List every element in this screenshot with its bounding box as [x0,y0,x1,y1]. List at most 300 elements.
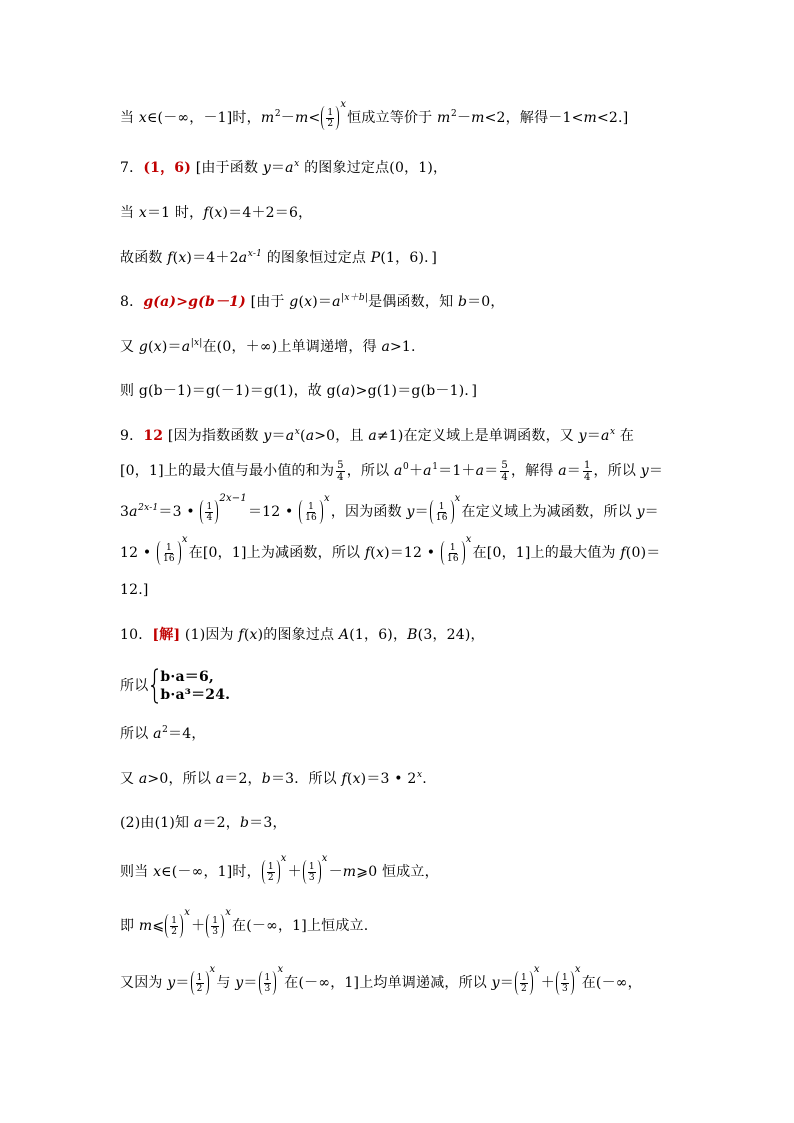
text-run: (1)因为 [180,627,239,643]
power-of-fraction [191,964,216,995]
solution-line-10-step-2 [120,767,427,791]
fraction-base [308,862,316,883]
math-variable: x [138,205,147,221]
left-paren [157,541,161,565]
superscript: 2 [451,109,457,120]
text-run: ≠1)在定义域上是单调函数，又 [376,428,579,444]
fraction-base [326,108,334,129]
fraction-numerator: 1 [206,501,213,512]
text-run: 又 [120,339,139,355]
text-run: ＝12 • [247,504,299,520]
superscript: 2 [274,109,281,120]
right-paren [317,860,321,884]
fraction-numerator: 1 [308,501,315,512]
right-paren [450,500,454,524]
exponent: x [321,853,328,864]
math-variable: B [407,627,418,643]
equation-system [150,668,230,704]
fraction-base [170,916,178,937]
fraction-base [561,973,569,994]
text-run: ＝3 • [158,504,200,520]
exponent: x [340,99,347,110]
solution-line-10-part-2 [120,811,287,835]
fraction-denominator: 4 [583,471,591,483]
math-variable: a [423,463,432,479]
left-paren [262,860,266,884]
text-run: (3，24)， [417,627,485,643]
fraction [583,460,592,483]
math-variable: g [138,339,149,355]
text-run: ＝ [586,428,601,444]
left-paren [321,106,325,130]
exponent: x [277,964,284,975]
text-run: ＋ [191,918,206,934]
text-run: ＝ [499,975,514,991]
text-run: ( [298,294,305,310]
text-run: >0，所以 [147,771,216,787]
text-run: <2.] [597,110,629,126]
math-variable: x [214,205,223,221]
text-run: － [456,110,472,126]
text-run: (0)＝ [625,545,661,561]
system-equation: b·a³＝24. [160,687,231,703]
fraction [500,460,509,483]
fraction-numerator: 5 [501,459,508,471]
text-run: ＝1 时， [146,205,204,221]
text-run: ( [243,627,250,643]
fraction-denominator: 3 [308,872,315,883]
text-run: 的图象过定点(0，1)， [299,160,448,176]
math-variable: x [375,545,385,561]
text-run: 则当 [120,864,154,880]
fraction-denominator: 3 [212,926,219,937]
text-run: 所以 [120,678,149,694]
fraction-numerator: 1 [308,861,315,872]
math-variable: m [437,110,451,126]
math-variable: y [263,428,272,444]
math-variable: m [260,110,275,126]
text-run: 在(－∞，1]上恒成立. [232,918,369,934]
solution-line-9-end [120,578,149,602]
math-variable: a [181,339,191,355]
text-run: )＝ [312,294,333,310]
math-variable: x [352,771,361,787]
math-variable: f [203,205,209,221]
text-run: [由于 [245,294,290,310]
solution-line-10-header [120,623,485,647]
math-variable: y [167,975,176,991]
text-run: ，所以 [593,463,641,479]
power-of-fraction [441,534,472,565]
right-paren [272,971,276,995]
solution-line-7-step [120,201,312,225]
text-run: 在 [615,428,635,444]
fraction-base [264,973,272,994]
math-variable: f [341,771,347,787]
fraction-denominator: 3 [264,983,271,994]
exponent: x [280,853,287,864]
power-of-fraction [321,99,347,130]
math-variable: x [304,294,313,310]
text-run: 3 [120,504,130,520]
math-variable: A [338,627,350,643]
text-run: ＝2， [224,771,262,787]
right-paren [335,106,339,130]
solution-line-10-step-1 [120,722,206,746]
math-variable: a [138,771,148,787]
fraction-numerator: 1 [561,972,568,983]
math-variable: b [261,771,271,787]
text-run: ＝4， [168,726,206,742]
math-variable: m [583,110,597,126]
text-run: )>g(1)＝g(b－1)．] [350,383,478,399]
text-run: ＝0， [467,294,505,310]
fraction-denominator: 16 [446,553,459,564]
fraction-denominator: 4 [206,512,213,523]
right-paren [461,541,465,565]
text-run: 当 [120,110,139,126]
text-run: ＝ [243,975,258,991]
text-run: )＝ [161,339,182,355]
left-paren [441,541,445,565]
left-paren [206,914,210,938]
text-run: ，解得 [510,463,559,479]
fraction-base [520,973,528,994]
left-paren [165,914,169,938]
solution-line-6-end [120,99,629,130]
fraction-numerator: 1 [264,972,271,983]
fraction-denominator: 2 [327,118,334,129]
left-paren [515,971,519,995]
math-variable: y [578,428,587,444]
text-run: . [422,771,427,787]
math-variable: y [640,463,649,479]
superscript: x [609,427,616,438]
text-run: )＝4＋2 [186,250,239,266]
text-run: >0，且 [314,428,369,444]
left-paren [303,860,307,884]
exponent: x [184,907,191,918]
math-variable: P [370,250,381,266]
text-run: 10． [120,627,153,643]
fraction-denominator: 16 [305,512,317,523]
text-run: 则 g(b－1)＝g(－1)＝g(1)，故 g( [120,383,342,399]
solution-line-9-step-1 [120,459,663,483]
power-of-fraction [515,964,540,995]
text-run: ( [208,205,215,221]
superscript: x [294,159,300,170]
text-run: ＝1＋ [438,463,476,479]
fraction-base [446,543,460,564]
right-paren [205,971,209,995]
math-variable: a [305,428,315,444]
power-of-fraction [200,493,247,524]
solution-line-8-end [120,379,477,403]
text-run: 故函数 [120,250,168,266]
solution-line-7-end [120,246,437,270]
power-of-fraction [262,853,287,884]
math-variable: a [600,428,610,444]
power-of-fraction [303,853,328,884]
math-variable: a [285,428,295,444]
power-of-fraction [259,964,284,995]
text-run: 9． [120,428,144,444]
left-brace [150,668,159,704]
fraction-numerator: 1 [196,972,203,983]
solution-line-10-step-5 [120,964,642,995]
exponent: x [225,907,232,918]
text-run: 又 [120,771,139,787]
text-run: ⩽ [152,918,165,934]
text-run: 所以 [120,726,154,742]
math-variable: a [238,250,248,266]
power-of-fraction [157,534,188,565]
text-run: 12 • [120,545,156,561]
power-of-fraction [206,907,232,938]
fraction-denominator: 3 [561,983,568,994]
math-variable: x [153,339,162,355]
math-variable: y [406,504,415,520]
exponent: x [323,493,330,504]
math-variable: a [215,771,225,787]
math-variable: x [178,250,187,266]
solution-line-8-step [120,335,416,359]
fraction-denominator: 16 [162,553,175,564]
text-run: ＝ [644,504,659,520]
math-variable: m [294,110,309,126]
text-run: 即 [120,918,139,934]
fraction-denominator: 16 [435,512,448,523]
solution-line-10-step-3 [120,853,439,884]
superscript: x-1 [247,249,263,260]
math-variable: a [332,294,341,310]
text-run: )的图象过点 [257,627,339,643]
text-run: 在定义域上为减函数，所以 [461,504,637,520]
system-equation: b·a＝6, [160,669,214,685]
fraction-base [304,502,318,523]
text-run: 在(－∞，1]上均单调递减，所以 [284,975,492,991]
math-variable: y [491,975,500,991]
text-run: 又因为 [120,975,168,991]
fraction-numerator: 1 [212,915,219,926]
math-variable: a [129,504,138,520]
math-variable: y [262,160,271,176]
math-variable: f [238,627,244,643]
solution-line-9-step-3 [120,534,661,565]
superscript: 2x-1 [138,503,159,514]
left-paren [191,971,195,995]
text-run: － [328,864,343,880]
power-of-fraction [430,493,461,524]
fraction-base [205,502,213,523]
superscript: x [417,770,423,781]
math-variable: a [393,463,403,479]
math-variable: a [341,383,351,399]
answer-highlight: [解] [152,627,181,643]
left-paren [259,971,263,995]
text-run: ＝ [648,463,664,479]
text-run: ＝ [566,463,581,479]
math-variable: m [471,110,485,126]
fraction-denominator: 2 [196,983,203,994]
left-paren [556,971,560,995]
text-run: 恒成立等价于 [347,110,438,126]
text-run: 当 [120,205,139,221]
fraction-numerator: 1 [449,542,456,553]
superscript: x [294,427,301,438]
system-rows [160,668,230,704]
fraction-base [211,916,219,937]
fraction-base [162,543,176,564]
solution-line-10-system [120,668,231,703]
right-paren [570,971,574,995]
power-of-fraction [556,964,581,995]
fraction-denominator: 2 [267,872,274,883]
text-run: ⩾0 恒成立， [356,864,439,880]
text-run: (1，6)， [349,627,408,643]
math-variable: f [364,545,371,561]
exponent: x [533,964,540,975]
math-variable: a [285,160,294,176]
fraction-numerator: 1 [520,972,527,983]
fraction-denominator: 2 [171,926,178,937]
text-run: [0，1]上的最大值与最小值的和为 [120,463,335,479]
text-run: 在(0，＋∞)上单调递增，得 [202,339,382,355]
right-paren [177,541,181,565]
left-paren [299,500,303,524]
math-variable: f [620,545,626,561]
text-run: ( [172,250,179,266]
answer-highlight: (1，6) [143,160,192,176]
fraction-base [196,973,204,994]
text-run: )＝3 • 2 [360,771,417,787]
superscript: |x| [190,338,203,349]
right-paren [529,971,533,995]
exponent: x [465,534,472,545]
text-run: >1. [389,339,416,355]
solution-line-10-step-4 [120,907,369,938]
right-paren [220,914,224,938]
math-variable: y [235,975,244,991]
text-run: ＋ [540,975,555,991]
text-run: ＋ [408,463,424,479]
text-run: ∈(－∞，1]时， [161,864,261,880]
math-variable: x [153,864,162,880]
text-run: (2)由(1)知 [120,815,194,831]
text-run: ∈(－∞，－1]时， [146,110,261,126]
power-of-fraction [165,907,191,938]
text-run: <2，解得－1< [484,110,584,126]
math-variable: b [239,815,250,831]
math-variable: a [368,428,377,444]
solution-line-9-step-2 [120,493,659,524]
math-variable: a [475,463,485,479]
solution-line-9-answer [120,424,634,448]
fraction-numerator: 1 [327,107,334,118]
solution-line-7-answer [120,156,447,180]
math-variable: x [138,110,147,126]
math-variable: y [636,504,645,520]
math-variable: b [457,294,468,310]
text-run: ＝ [484,463,499,479]
fraction-numerator: 1 [171,915,178,926]
superscript: 0 [403,462,409,473]
text-run: ＝3， [249,815,287,831]
math-variable: f [167,250,173,266]
text-run: ，所以 [346,463,394,479]
fraction-numerator: 1 [583,459,591,471]
right-paren [214,500,218,524]
text-run: ＝ [414,504,429,520]
answer-highlight: g(a)>g(b－1) [143,294,246,310]
fraction-denominator: 2 [520,983,527,994]
fraction-base [435,502,449,523]
right-paren [276,860,280,884]
fraction-base [267,862,275,883]
answer-highlight: 12 [143,428,164,444]
text-run: 8． [120,294,144,310]
math-variable: a [558,463,567,479]
text-run: (1，6)．] [380,250,437,266]
math-variable: g [289,294,299,310]
text-run: ＝ [271,428,286,444]
text-run: [由于函数 [191,160,263,176]
math-variable: a [381,339,390,355]
superscript: |x＋b| [341,293,369,304]
text-run: ＝ [175,975,190,991]
text-run: ＝ [270,160,286,176]
left-paren [430,500,434,524]
math-variable: m [342,864,357,880]
text-run: ＋ [287,864,302,880]
math-variable: a [193,815,203,831]
exponent: x [209,964,216,975]
math-variable: m [138,918,153,934]
text-run: < [308,110,321,126]
text-run: ＝2， [202,815,240,831]
text-run: ＝3．所以 [270,771,342,787]
fraction-denominator: 4 [337,471,344,483]
text-run: )＝12 • [384,545,440,561]
fraction [336,460,345,483]
text-run: 的图象恒过定点 [262,250,371,266]
text-run: ( [370,545,376,561]
text-run: [因为指数函数 [163,428,264,444]
math-variable: x [249,627,258,643]
text-run: 7． [120,160,144,176]
fraction-numerator: 5 [337,459,344,471]
superscript: 1 [432,462,439,473]
text-run: 在[0，1]上为减函数，所以 [188,545,365,561]
text-run: ( [148,339,154,355]
superscript: 2 [162,725,169,736]
text-run: ( [300,428,306,444]
exponent: x [454,493,461,504]
math-variable: a [153,726,162,742]
fraction-numerator: 1 [165,542,172,553]
fraction-numerator: 1 [438,501,445,512]
right-paren [319,500,323,524]
fraction-denominator: 4 [501,471,508,483]
text-run: )＝4＋2＝6， [222,205,313,221]
text-run: 是偶函数，知 [368,294,458,310]
fraction-numerator: 1 [267,861,274,872]
exponent: 2x−1 [219,493,247,504]
left-paren [200,500,204,524]
text-run: ，因为函数 [330,504,407,520]
exponent: x [574,964,581,975]
text-run: ( [346,771,353,787]
